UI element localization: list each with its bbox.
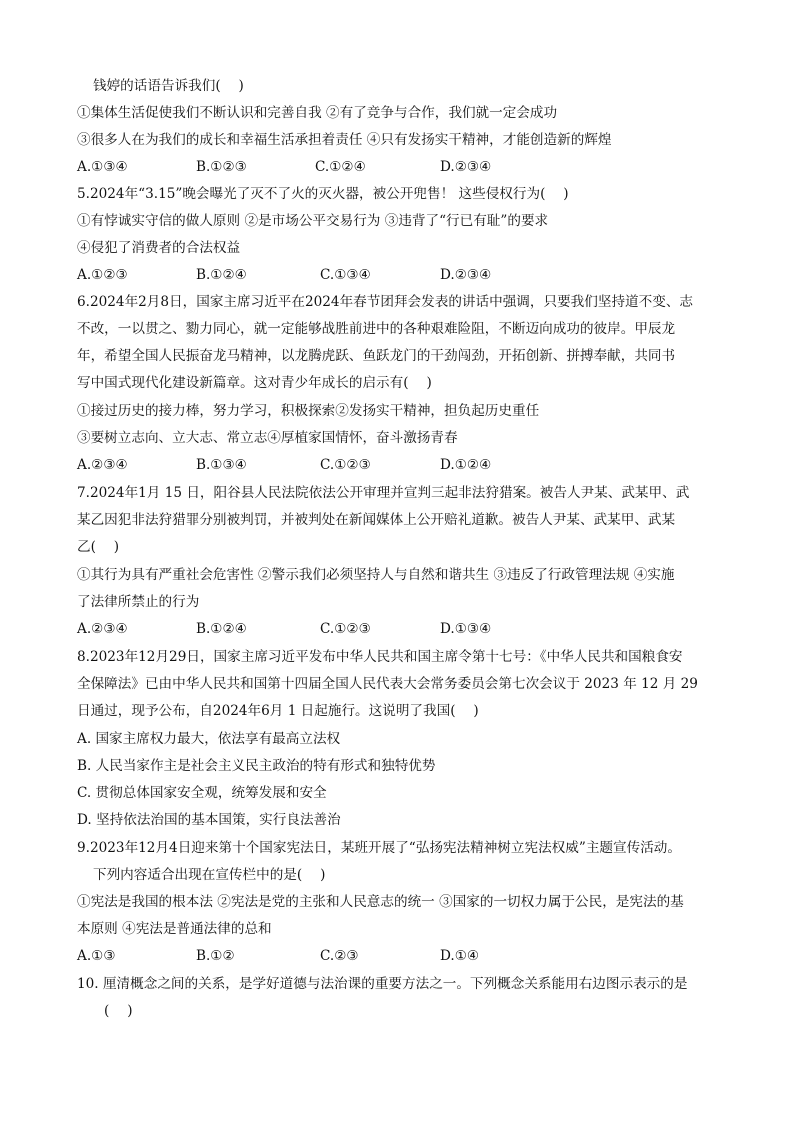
q5-items-line1: ①有悖诚实守信的做人原则 ②是市场公平交易行为 ③违背了“行已有耻”的要求 <box>77 213 549 229</box>
q9-option-c: C.②③ <box>320 948 359 964</box>
q5-option-d: D.②③④ <box>440 267 492 283</box>
q9-items-line2: 本原则 ④宪法是普通法律的总和 <box>77 921 272 937</box>
q5-items-line2: ④侵犯了消费者的合法权益 <box>77 240 241 256</box>
q5-option-a: A.①②③ <box>77 267 128 283</box>
q4-stem: 钱婷的话语告诉我们( ) <box>93 78 244 94</box>
q7-stem-line1: 7.2024年1月 15 日，阳谷县人民法院依法公开审理并宣判三起非法狩猎案。被告人尹某、武某甲、武 <box>77 485 690 501</box>
q4-option-b: B.①②③ <box>196 159 247 175</box>
q8-option-d: D. 坚持依法治国的基本国策，实行良法善治 <box>77 812 341 828</box>
q7-stem-line2: 某乙因犯非法狩猎罪分别被判罚，并被判处在新闻媒体上公开赔礼道歉。被告人尹某、武某甲、武某 <box>77 512 676 528</box>
q6-stem-line4: 写中国式现代化建设新篇章。这对青少年成长的启示有( ) <box>77 375 432 391</box>
q4-items-line2: ③很多人在为我们的成长和幸福生活承担着责任 ④只有发扬实干精神，才能创造新的辉煌 <box>77 132 612 148</box>
q6-option-a: A.②③④ <box>77 457 128 473</box>
q4-items-line1: ①集体生活促使我们不断认识和完善自我 ②有了竞争与合作，我们就一定会成功 <box>77 105 558 121</box>
q9-stem-line2: 下列内容适合出现在宣传栏中的是( ) <box>93 867 326 883</box>
q8-option-a: A. 国家主席权力最大，依法享有最高立法权 <box>77 731 341 747</box>
q6-option-c: C.①②③ <box>320 457 371 473</box>
q9-option-b: B.①② <box>196 948 235 964</box>
q6-stem-line2: 不改，一以贯之、勠力同心，就一定能够战胜前进中的各种艰难险阻，不断迈向成功的彼岸。甲辰龙 <box>77 321 676 337</box>
q7-option-d: D.①③④ <box>440 621 492 637</box>
q5-option-c: C.①③④ <box>320 267 371 283</box>
q6-items-line2: ③要树立志向、立大志、常立志④厚植家国情怀，奋斗激扬青春 <box>77 430 458 446</box>
q5-option-b: B.①②④ <box>196 267 247 283</box>
q6-option-d: D.①②④ <box>440 457 492 473</box>
q4-option-a: A.①③④ <box>77 159 128 175</box>
q10-stem-line1: 10. 厘清概念之间的关系，是学好道德与法治课的重要方法之一。下列概念关系能用右边图示表示的是 <box>77 976 688 992</box>
q9-stem-line1: 9.2023年12月4日迎来第十个国家宪法日，某班开展了“弘扬宪法精神树立宪法权威”主题宣传活动。 <box>77 840 681 856</box>
q7-option-c: C.①②③ <box>320 621 371 637</box>
q8-option-c: C. 贯彻总体国家安全观，统筹发展和安全 <box>77 785 327 801</box>
q7-option-b: B.①②④ <box>196 621 247 637</box>
q7-items-line1: ①其行为具有严重社会危害性 ②警示我们必须坚持人与自然和谐共生 ③违反了行政管理法规 ④实施 <box>77 567 675 583</box>
q6-stem-line3: 年，希望全国人民振奋龙马精神，以龙腾虎跃、鱼跃龙门的干劲闯劲，开拓创新、拼搏奉献，共同书 <box>77 348 676 364</box>
q6-items-line1: ①接过历史的接力棒，努力学习，积极探索②发扬实干精神，担负起历史重任 <box>77 403 540 419</box>
q8-stem-line3: 日通过，现予公布，自2024年6月 1 日起施行。这说明了我国( ) <box>77 703 479 719</box>
q9-option-d: D.①④ <box>440 948 480 964</box>
q6-stem-line1: 6.2024年2月8日，国家主席习近平在2024年春节团拜会发表的讲话中强调，只要我们坚持道不变、志 <box>77 294 694 310</box>
q4-option-c: C.①②④ <box>315 159 366 175</box>
q8-stem-line1: 8.2023年12月29日，国家主席习近平发布中华人民共和国主席令第十七号：《中华人民共和国粮食安 <box>77 649 683 665</box>
q8-option-b: B. 人民当家作主是社会主义民主政治的特有形式和独特优势 <box>77 758 436 774</box>
q7-stem-line3: 乙( ) <box>77 539 120 555</box>
q4-option-d: D.②③④ <box>440 159 492 175</box>
q9-items-line1: ①宪法是我国的根本法 ②宪法是党的主张和人民意志的统一 ③国家的一切权力属于公民，是宪法的基 <box>77 894 684 910</box>
q9-option-a: A.①③ <box>77 948 116 964</box>
q5-stem: 5.2024年“3.15”晚会曝光了灭不了火的灭火器，被公开兜售！ 这些侵权行为( ) <box>77 186 569 202</box>
q7-option-a: A.②③④ <box>77 621 128 637</box>
q6-option-b: B.①③④ <box>196 457 247 473</box>
q10-stem-line2: ( ) <box>104 1003 133 1019</box>
q7-items-line2: 了法律所禁止的行为 <box>77 594 200 610</box>
q8-stem-line2: 全保障法》已由中华人民共和国第十四届全国人民代表大会常务委员会第七次会议于 2023 年 12 月 29 <box>77 676 698 692</box>
